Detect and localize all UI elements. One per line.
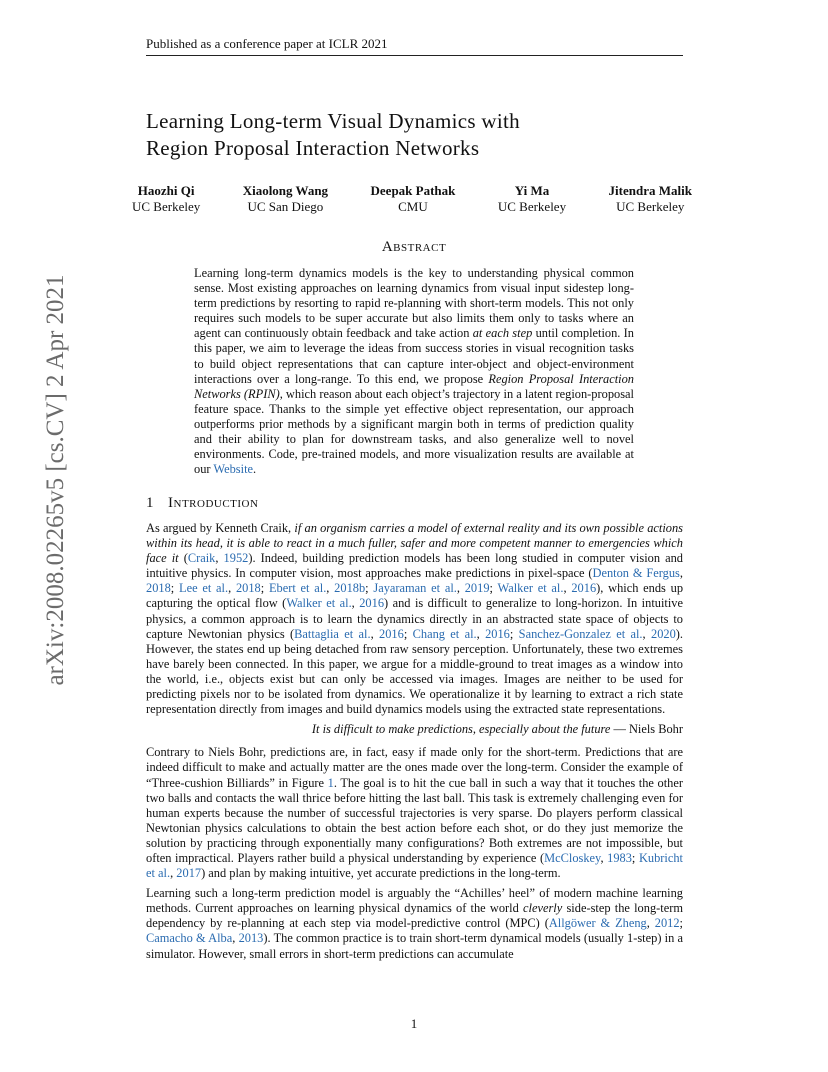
arxiv-identifier: arXiv:2008.02265v5 [cs.CV] 2 Apr 2021 xyxy=(42,274,69,686)
text: ( xyxy=(178,551,188,566)
author-block xyxy=(132,183,200,215)
author-affiliation: UC Berkeley xyxy=(132,199,201,214)
author-name: Deepak Pathak xyxy=(370,183,456,198)
epigraph-text: It is difficult to make predictions, especially about the future xyxy=(311,722,611,737)
citation-link[interactable]: 1983 xyxy=(607,850,632,865)
abstract-text: Learning long-term dynamics models is the key to understanding physical common sense. Most existing approaches on learning dynamics from visual input sidestep long-term predictions by resorting to rapid re-planning with short-term models. This not only requires such models to be super accurate but also limits them only to tasks where an agent can continuously obtain feedback and take action xyxy=(194,266,634,341)
citation-link[interactable]: 2013 xyxy=(238,931,264,946)
citation-link[interactable]: 2016 xyxy=(571,581,597,596)
citation-link[interactable]: 2018 xyxy=(235,581,261,596)
citation-link[interactable]: 2018 xyxy=(146,581,171,596)
text: ), which ends up capturing the optical flow ( xyxy=(146,581,684,611)
citation-link[interactable]: Walker et al. xyxy=(286,596,352,611)
section-number: 1 xyxy=(146,495,154,511)
citation-link[interactable]: Craik xyxy=(187,551,216,566)
author-name: Xiaolong Wang xyxy=(242,183,329,198)
citation-link[interactable]: 2019 xyxy=(464,581,490,596)
abstract-text: . xyxy=(253,462,257,477)
craik-quote: if an organism carries a model of external reality and its own possible actions within its head, it is able to react in a much fuller, safer and more competent manner to emergencies which face it xyxy=(146,521,684,566)
citation-link[interactable]: 1952 xyxy=(223,551,249,566)
author-name: Yi Ma xyxy=(514,183,550,198)
emphasis: cleverly xyxy=(523,901,563,916)
website-link[interactable]: Website xyxy=(213,462,254,477)
author-block xyxy=(498,183,566,215)
citation-link[interactable]: Allgöwer & Zheng xyxy=(548,916,647,931)
citation-link[interactable]: Walker et al. xyxy=(497,581,564,596)
figure-reference-link[interactable]: 1 xyxy=(327,775,334,790)
abstract-emphasis: at each step xyxy=(472,326,533,341)
citation-link[interactable]: Camacho & Alba xyxy=(146,931,233,946)
text: side-step the long-term dependency by re-planning at each step via model-predictive control (MPC) ( xyxy=(146,901,683,931)
text: ). However, the states end up being detached from raw sensory perception. Unfortunately, these two extremes have barely been connected. In this paper, we argue for a middle-ground to treat images as a window into the world, i.e., objects exist but can only be accessed via images. Images are neither to be used for predicting pixels nor to be isolated from dynamics. We operationalize it by learning to extract a rich state representation directly from images and build dynamics models using the extracted state representations. xyxy=(146,626,684,717)
text: Contrary to Niels Bohr, predictions are, in fact, easy if made only for the short-term. Predictions that are indeed difficult to make and actually matter are the ones made over the long-term. Consider the example of “Three-cushion Billiards” in Figure xyxy=(146,745,683,790)
author-name: Haozhi Qi xyxy=(137,183,195,198)
citation-link[interactable]: 2012 xyxy=(654,916,680,931)
abstract-body xyxy=(194,266,634,477)
abstract-emphasis: Region Proposal Interaction Networks (RPIN) xyxy=(194,371,634,401)
citation-link[interactable]: Battaglia et al. xyxy=(294,626,371,641)
text: . The goal is to hit the cue ball in such a way that it touches the other two balls and contacts the wall thrice before hitting the last ball. This task is extremely challenging even for human experts because the number of successful trajectories is very sparse. Do players perform classical Newtonian physics calculations to obtain the best action before each shot, or do they just memorize the solution by practicing through exponentially many configurations? Both extremes are not impossible, but often impractical. Players rather build a physical understanding by experience ( xyxy=(146,775,683,865)
abstract-text: , which reason about each object’s trajectory in a latent region-proposal feature space. Thanks to the simple yet effective object representation, our approach outperforms prior methods by a significant margin both in terms of prediction quality and their ability to plan for downstream tasks, and also generalize well to novel environments. Code, pre-trained models, and more visualization results are available at our xyxy=(194,386,634,477)
text: As argued by Kenneth Craik, xyxy=(146,521,292,535)
citation-link[interactable]: Lee et al. xyxy=(179,581,229,596)
epigraph-author: — Niels Bohr xyxy=(610,722,683,737)
author-affiliation: CMU xyxy=(398,199,428,214)
page-number: 1 xyxy=(410,1016,418,1031)
citation-link[interactable]: Jayaraman et al. xyxy=(373,581,457,596)
title-line-1: Learning Long-term Visual Dynamics with xyxy=(146,109,520,133)
text: ). Indeed, building prediction models has been long studied in computer vision and intuitive physics. In computer vision, most approaches make predictions in pixel-space ( xyxy=(146,551,683,581)
title-line-2: Region Proposal Interaction Networks xyxy=(146,136,480,160)
paper-title xyxy=(146,108,706,162)
paragraph: Contrary to Niels Bohr, predictions are, in fact, easy if made only for the short-term. Predictions that are indeed difficult to make and actually matter are the ones made over the long-term. Consider the example of “Three-cushion Billiards” in Figure 1. The goal is to hit the cue ball in such a way that it touches the other two balls and contacts the wall thrice before hitting the last ball. This task is extremely challenging even for human experts because the number of successful trajectories is very sparse. Do players perform classical Newtonian physics calculations to obtain the best action before each shot, or do they just memorize the solution by practicing through exponentially many configurations? Both extremes are not impossible, but often impractical. Players rather build a physical understanding by experience (McCloskey, 1983; Kubricht et al., 2017) and plan by making intuitive, yet accurate predictions in the long-term. xyxy=(146,745,683,881)
author-block xyxy=(609,183,692,215)
citation-link[interactable]: Kubricht et al. xyxy=(146,850,683,881)
citation-link[interactable]: Ebert et al. xyxy=(268,581,327,596)
citation-link[interactable]: Sanchez-Gonzalez et al. xyxy=(518,626,643,641)
author-list xyxy=(132,183,692,215)
citation-link[interactable]: McCloskey xyxy=(544,850,601,865)
text: Learning such a long-term prediction model is arguably the “Achilles’ heel” of modern machine learning methods. Current approaches on learning physical dynamics of the world xyxy=(146,886,683,916)
author-affiliation: UC San Diego xyxy=(247,199,324,214)
epigraph xyxy=(146,722,683,737)
author-affiliation: UC Berkeley xyxy=(497,199,567,214)
author-affiliation: UC Berkeley xyxy=(616,199,685,214)
citation-link[interactable]: 2016 xyxy=(485,626,510,641)
text: ). The common practice is to train short-term dynamical models (usually 1-step) in a simulator. However, small errors in short-term predictions can accumulate xyxy=(146,931,684,961)
citation-link[interactable]: Chang et al. xyxy=(412,626,477,641)
abstract-heading: Abstract xyxy=(381,239,447,255)
citation-link[interactable]: 2020 xyxy=(651,626,676,641)
citation-link[interactable]: Denton & Fergus xyxy=(592,566,680,581)
author-block xyxy=(371,183,456,215)
paragraph: Learning such a long-term prediction model is arguably the “Achilles’ heel” of modern machine learning methods. Current approaches on learning physical dynamics of the world cleverly side-step the long-term dependency by re-planning at each step via model-predictive control (MPC) (Allgöwer & Zheng, 2012; Camacho & Alba, 2013). The common practice is to train short-term dynamical models (usually 1-step) in a simulator. However, small errors in short-term predictions can accumulate xyxy=(146,886,684,961)
section-heading-introduction xyxy=(146,495,258,512)
running-header: Published as a conference paper at ICLR 2021 xyxy=(146,36,683,56)
author-name: Jitendra Malik xyxy=(608,183,692,198)
text: ) and is difficult to generalize to long-horizon. In intuitive physics, a common approach is to learn the dynamics directly in an abstracted state space of objects to capture Newtonian physics ( xyxy=(146,596,683,641)
citation-link[interactable]: 2016 xyxy=(379,626,404,641)
citation-link[interactable]: 2018b xyxy=(334,581,366,596)
abstract-text: until completion. In this paper, we aim to leverage the ideas from success stories in visual recognition tasks to build object representations that can capture inter-object and object-environment interactions over a long-range. To this end, we propose xyxy=(194,326,634,386)
author-block xyxy=(243,183,328,215)
introduction-body xyxy=(146,521,683,967)
section-title: Introduction xyxy=(168,495,259,511)
citation-link[interactable]: 2016 xyxy=(359,596,385,611)
paragraph: As argued by Kenneth Craik, if an organism carries a model of external reality and its own possible actions within its head, it is able to react in a much fuller, safer and more competent manner to emergencies which face it (Craik, 1952). Indeed, building prediction models has been long studied in computer vision and intuitive physics. In computer vision, most approaches make predictions in pixel-space (Denton & Fergus, 2018; Lee et al., 2018; Ebert et al., 2018b; Jayaraman et al., 2019; Walker et al., 2016), which ends up capturing the optical flow (Walker et al., 2016) and is difficult to generalize to long-horizon. In intuitive physics, a common approach is to learn the dynamics directly in an abstracted state space of objects to capture Newtonian physics (Battaglia et al., 2016; Chang et al., 2016; Sanchez-Gonzalez et al., 2020). However, the states end up being detached from raw sensory perception. Unfortunately, these two extremes have barely been connected. In this paper, we argue for a middle-ground to treat images as a window into the world, i.e., objects exist but can only be accessed via images. Images are neither to be used for predicting pixels nor to be isolated from dynamics. We operationalize it by learning to extract a rich state representation directly from images and build dynamics models using the extracted state representations. xyxy=(146,521,684,717)
citation-link[interactable]: 2017 xyxy=(176,866,202,881)
text: ) and plan by making intuitive, yet accurate predictions in the long-term. xyxy=(201,866,561,881)
